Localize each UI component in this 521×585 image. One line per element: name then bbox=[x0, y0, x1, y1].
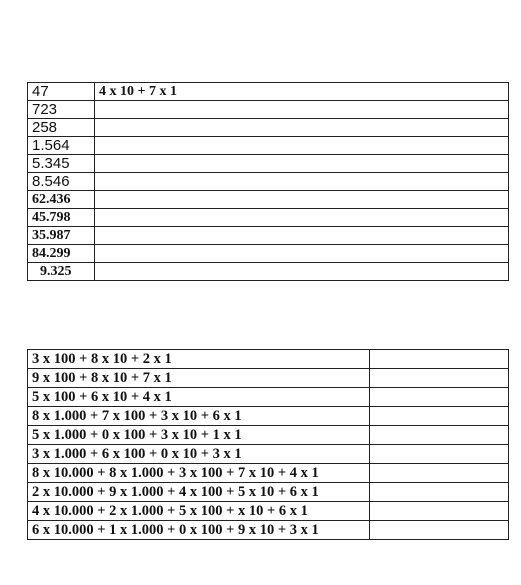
number-cell: 723 bbox=[28, 101, 95, 119]
table-row bbox=[28, 464, 509, 483]
table-row bbox=[28, 83, 509, 101]
number-cell: 35.987 bbox=[28, 227, 95, 245]
answer-cell[interactable] bbox=[370, 426, 509, 445]
table-row bbox=[28, 173, 509, 191]
number-cell: 62.436 bbox=[28, 191, 95, 209]
expansion-cell[interactable]: 4 x 10 + 7 x 1 bbox=[95, 83, 509, 101]
expression-cell: 8 x 1.000 + 7 x 100 + 3 x 10 + 6 x 1 bbox=[28, 407, 370, 426]
expansion-cell[interactable] bbox=[95, 191, 509, 209]
number-cell: 45.798 bbox=[28, 209, 95, 227]
table-row bbox=[28, 521, 509, 540]
table-row bbox=[28, 119, 509, 137]
table-row bbox=[28, 388, 509, 407]
answer-cell[interactable] bbox=[370, 445, 509, 464]
answer-cell[interactable] bbox=[370, 483, 509, 502]
answer-cell[interactable] bbox=[370, 388, 509, 407]
table-row bbox=[28, 263, 509, 281]
table-row bbox=[28, 369, 509, 388]
table-row bbox=[28, 350, 509, 369]
answer-cell[interactable] bbox=[370, 502, 509, 521]
expression-to-number-table bbox=[27, 349, 509, 540]
number-cell: 1.564 bbox=[28, 137, 95, 155]
number-expansion-table bbox=[27, 82, 509, 281]
expression-cell: 3 x 1.000 + 6 x 100 + 0 x 10 + 3 x 1 bbox=[28, 445, 370, 464]
expression-cell: 8 x 10.000 + 8 x 1.000 + 3 x 100 + 7 x 10 + 4 x 1 bbox=[28, 464, 370, 483]
number-cell: 8.546 bbox=[28, 173, 95, 191]
table-row bbox=[28, 407, 509, 426]
table-row bbox=[28, 155, 509, 173]
expression-cell: 6 x 10.000 + 1 x 1.000 + 0 x 100 + 9 x 10 + 3 x 1 bbox=[28, 521, 370, 540]
expression-cell: 9 x 100 + 8 x 10 + 7 x 1 bbox=[28, 369, 370, 388]
answer-cell[interactable] bbox=[370, 369, 509, 388]
table-row bbox=[28, 101, 509, 119]
expansion-cell[interactable] bbox=[95, 209, 509, 227]
expansion-cell[interactable] bbox=[95, 119, 509, 137]
table-row bbox=[28, 137, 509, 155]
expansion-cell[interactable] bbox=[95, 101, 509, 119]
answer-cell[interactable] bbox=[370, 464, 509, 483]
expansion-cell[interactable] bbox=[95, 155, 509, 173]
answer-cell[interactable] bbox=[370, 350, 509, 369]
expression-cell: 3 x 100 + 8 x 10 + 2 x 1 bbox=[28, 350, 370, 369]
table-row bbox=[28, 426, 509, 445]
expansion-cell[interactable] bbox=[95, 137, 509, 155]
table-row bbox=[28, 191, 509, 209]
expression-cell: 5 x 100 + 6 x 10 + 4 x 1 bbox=[28, 388, 370, 407]
table-row bbox=[28, 227, 509, 245]
answer-cell[interactable] bbox=[370, 521, 509, 540]
table-row bbox=[28, 445, 509, 464]
number-cell: 84.299 bbox=[28, 245, 95, 263]
table-row bbox=[28, 209, 509, 227]
expression-cell: 4 x 10.000 + 2 x 1.000 + 5 x 100 + x 10 + 6 x 1 bbox=[28, 502, 370, 521]
expression-cell: 5 x 1.000 + 0 x 100 + 3 x 10 + 1 x 1 bbox=[28, 426, 370, 445]
table-row bbox=[28, 502, 509, 521]
answer-cell[interactable] bbox=[370, 407, 509, 426]
number-cell: 9.325 bbox=[28, 263, 95, 281]
number-cell: 47 bbox=[28, 83, 95, 101]
table-row bbox=[28, 245, 509, 263]
expansion-cell[interactable] bbox=[95, 173, 509, 191]
table-row bbox=[28, 483, 509, 502]
number-cell: 258 bbox=[28, 119, 95, 137]
expansion-cell[interactable] bbox=[95, 227, 509, 245]
expansion-cell[interactable] bbox=[95, 263, 509, 281]
expansion-cell[interactable] bbox=[95, 245, 509, 263]
number-cell: 5.345 bbox=[28, 155, 95, 173]
expression-cell: 2 x 10.000 + 9 x 1.000 + 4 x 100 + 5 x 10 + 6 x 1 bbox=[28, 483, 370, 502]
